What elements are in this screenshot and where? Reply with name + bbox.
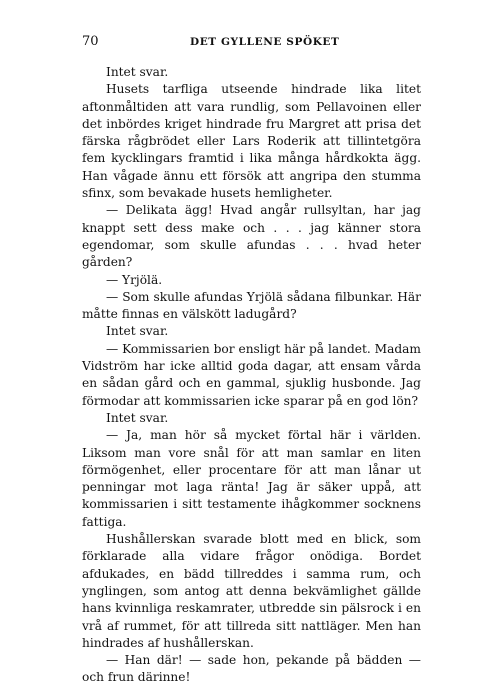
- paragraph: Intet svar.: [106, 65, 169, 79]
- paragraph: Hushållerskan svarade blott med en blick, som förklarade alla vidare frågor onödiga. Bordet afdukades, en bädd tillreddes i samma rum, och ynglingen, som antog att denna bekvämlighet gällde hans kvinnliga reskamrater, utbredde sin pälsrock i en vrå af rummet, för att tillreda sitt nattläger. Men han hindrades af hushållerskan.: [82, 532, 421, 650]
- body-text: [82, 64, 421, 687]
- paragraph: — Han där! — sade hon, pekande på bädden — och frun därinne!: [82, 653, 421, 685]
- paragraph: — Delikata ägg! Hvad angår rullsyltan, har jag knappt sett dess make och . . . jag känner stora egendomar, som skulle afundas . . . hvad heter gården?: [82, 203, 421, 270]
- paragraph: — Yrjölä.: [106, 272, 163, 287]
- paragraph: — Som skulle afundas Yrjölä sådana filbunkar. Här måtte finnas en välskött ladugård?: [82, 289, 421, 322]
- paragraph: Husets tarfliga utseende hindrade lika litet aftonmåltiden att vara rundlig, som Pellavoinen eller det inbördes kriget hindrade fru Margret att prisa det färska rågbrödet eller Lars Roderik att tillintetgöra fem kycklingars framtid i lika många hårdkokta ägg. Han vågade ännu ett försök att angripa den stumma sfinx, som bevakade husets hemligheter.: [82, 82, 421, 201]
- paragraph: Intet svar.: [106, 410, 169, 425]
- paragraph: — Kommissarien bor ensligt här på landet. Madam Vidström har icke alltid goda dagar, att ensam vårda en sådan gård och en gammal, sjuklig husbonde. Jag förmodar att kommissarien icke sparar på en god lön?: [82, 341, 421, 408]
- paragraph: — Ja, man hör så mycket förtal här i världen. Liksom man vore snål för att man samlar en liten förmögenhet, eller procentare för att man lånar ut penningar mot laga ränta! Jag är säker uppå, att kommissarien i sitt testamente ihågkommer socknens fattiga.: [82, 428, 421, 529]
- running-title: DET GYLLENE SPÖKET: [190, 36, 340, 48]
- book-page: [82, 34, 421, 687]
- page-number: 70: [82, 34, 99, 49]
- running-head: [82, 34, 421, 58]
- paragraph: Intet svar.: [106, 324, 169, 339]
